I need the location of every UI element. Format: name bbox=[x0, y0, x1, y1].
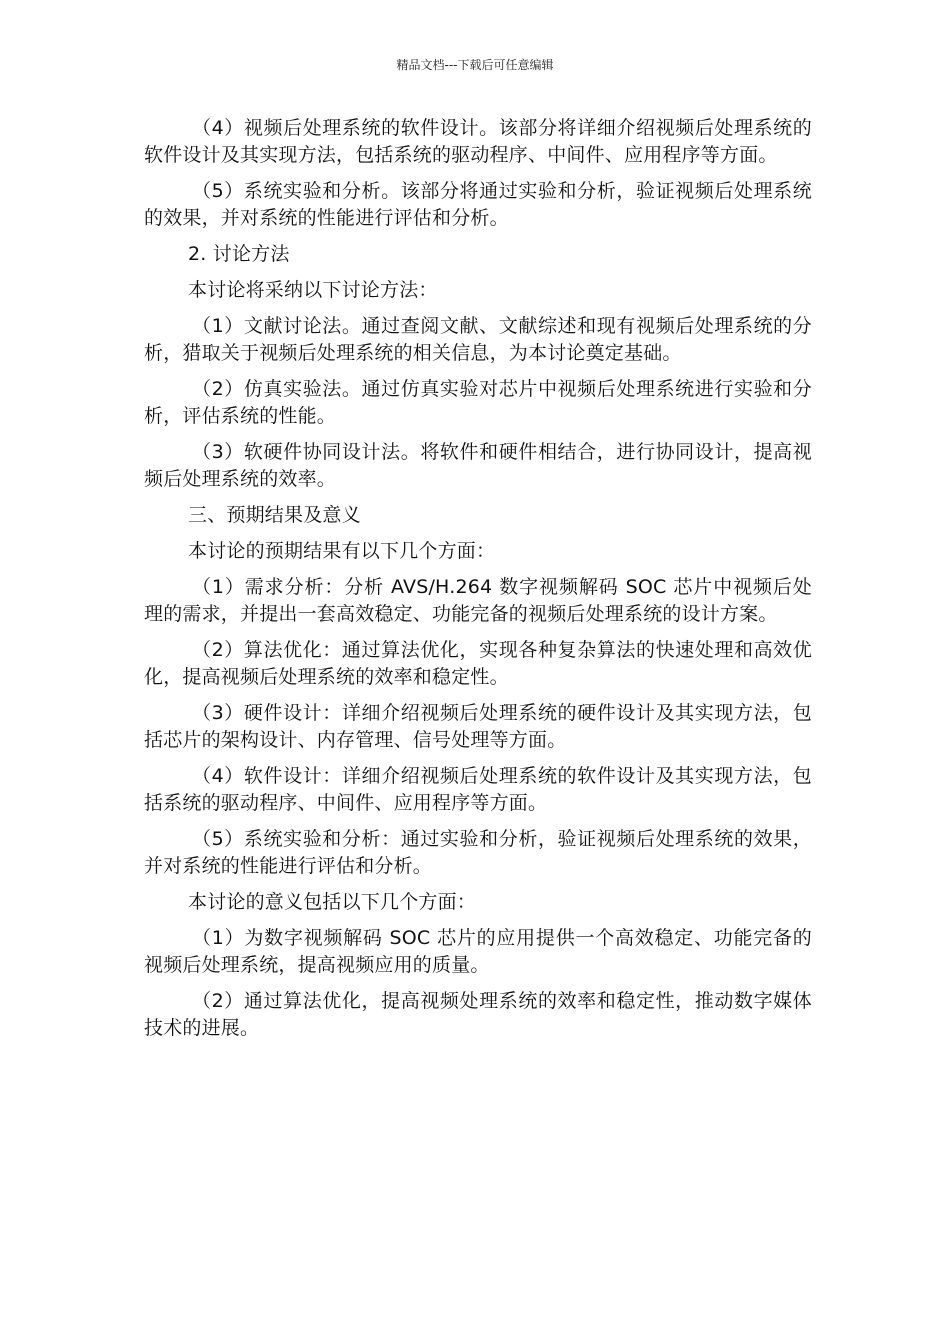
paragraph-significance-1: （1）为数字视频解码 SOC 芯片的应用提供一个高效稳定、功能完备的视频后处理系统，提高视频应用的质量。 bbox=[144, 927, 812, 976]
paragraph-codesign-method: （3）软硬件协同设计法。将软件和硬件相结合，进行协同设计，提高视频后处理系统的效率。 bbox=[144, 441, 812, 490]
paragraph-hardware-design: （3）硬件设计：详细介绍视频后处理系统的硬件设计及其实现方法，包括芯片的架构设计、内存管理、信号处理等方面。 bbox=[144, 702, 812, 751]
paragraph-literature-method: （1）文献讨论法。通过查阅文献、文献综述和现有视频后处理系统的分析，猎取关于视频后处理系统的相关信息，为本讨论奠定基础。 bbox=[144, 315, 812, 364]
document-body bbox=[144, 115, 812, 1051]
page-header: 精品文档---下载后可任意编辑 bbox=[396, 58, 554, 72]
paragraph-requirements-analysis: （1）需求分析：分析 AVS/H.264 数字视频解码 SOC 芯片中视频后处理的需求，并提出一套高效稳定、功能完备的视频后处理系统的设计方案。 bbox=[144, 576, 812, 625]
paragraph-significance-intro: 本讨论的意义包括以下几个方面： bbox=[188, 891, 477, 913]
paragraph-software-design: （4）视频后处理系统的软件设计。该部分将详细介绍视频后处理系统的软件设计及其实现方法，包括系统的驱动程序、中间件、应用程序等方面。 bbox=[144, 117, 812, 166]
paragraph-simulation-method: （2）仿真实验法。通过仿真实验对芯片中视频后处理系统进行实验和分析，评估系统的性能。 bbox=[144, 378, 812, 427]
paragraph-software-design-result: （4）软件设计：详细介绍视频后处理系统的软件设计及其实现方法，包括系统的驱动程序、中间件、应用程序等方面。 bbox=[144, 765, 812, 814]
section-heading-methods: 2. 讨论方法 bbox=[188, 243, 290, 265]
paragraph-significance-2: （2）通过算法优化，提高视频处理系统的效率和稳定性，推动数字媒体技术的进展。 bbox=[144, 990, 812, 1039]
paragraph-system-experiment: （5）系统实验和分析。该部分将通过实验和分析，验证视频后处理系统的效果，并对系统的性能进行评估和分析。 bbox=[144, 180, 812, 229]
paragraph-algorithm-optimization: （2）算法优化：通过算法优化，实现各种复杂算法的快速处理和高效优化，提高视频后处理系统的效率和稳定性。 bbox=[144, 639, 812, 688]
paragraph-methods-intro: 本讨论将采纳以下讨论方法： bbox=[188, 279, 438, 301]
paragraph-experiment-result: （5）系统实验和分析：通过实验和分析，验证视频后处理系统的效果，并对系统的性能进行评估和分析。 bbox=[144, 828, 812, 877]
paragraph-results-intro: 本讨论的预期结果有以下几个方面： bbox=[188, 540, 496, 562]
section-heading-expected-results: 三、预期结果及意义 bbox=[188, 504, 361, 526]
